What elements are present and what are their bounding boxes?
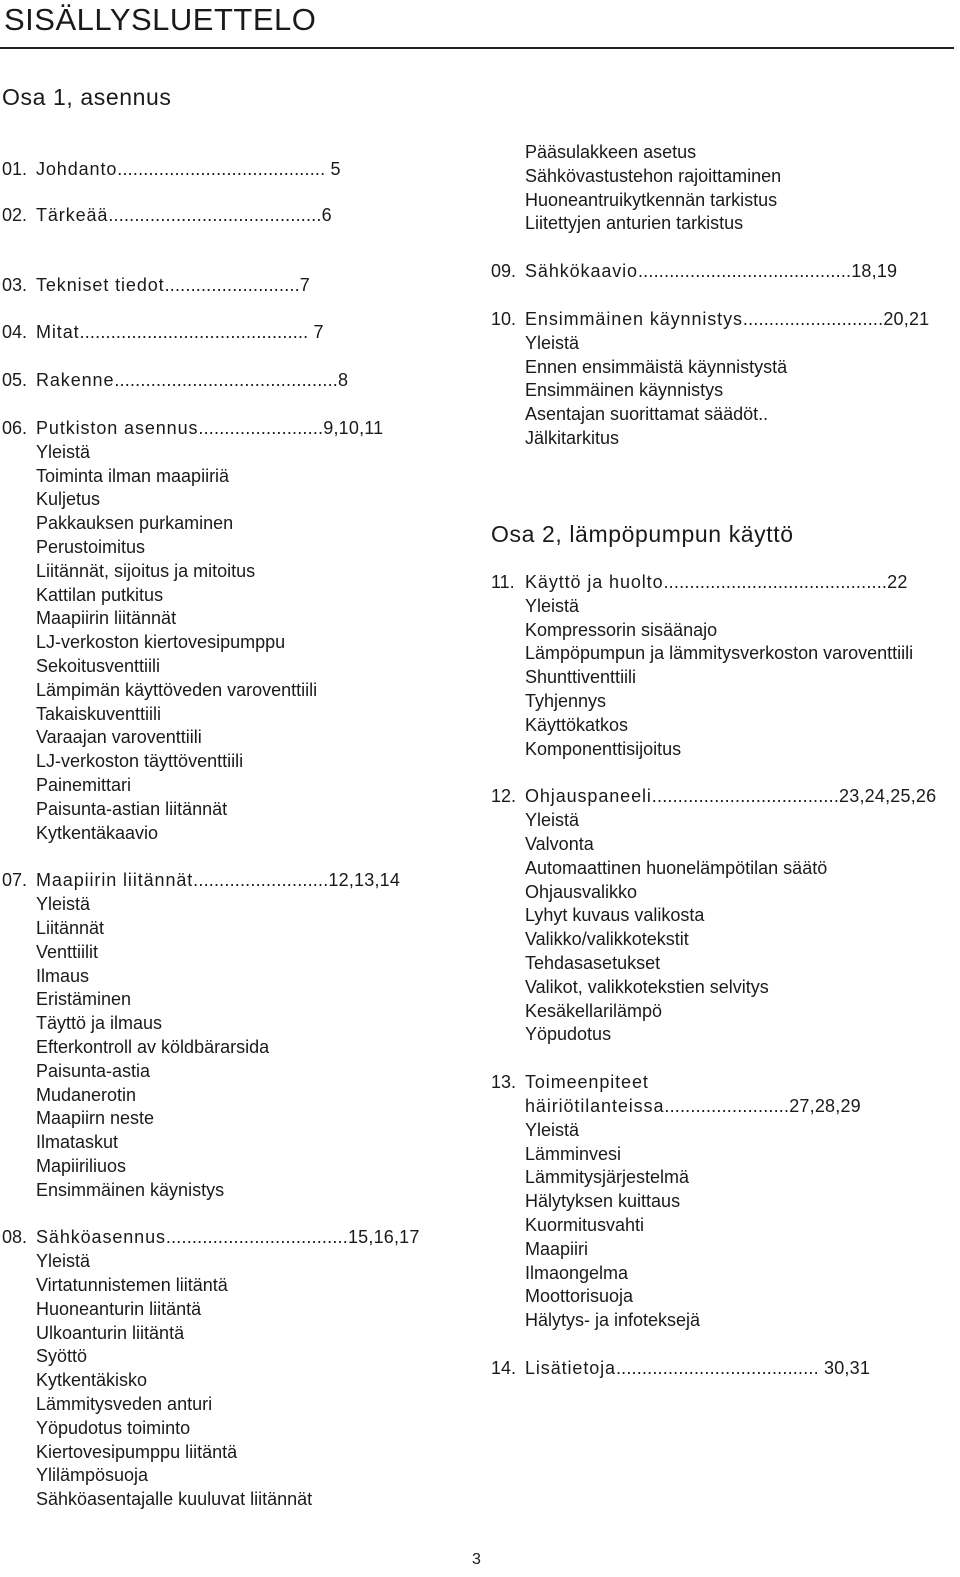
toc-subentry[interactable]: Lyhyt kuvaus valikosta	[525, 905, 705, 926]
entry-pages: ........................27,28,29	[664, 1095, 861, 1116]
toc-subentry[interactable]: Lämminvesi	[525, 1143, 622, 1164]
toc-subentry[interactable]: Lämmitysjärjestelmä	[525, 1167, 690, 1188]
toc-entry-14[interactable]	[491, 1357, 941, 1381]
toc-entry-11[interactable]	[491, 571, 941, 595]
entry-title: Käyttö ja huolto	[525, 572, 664, 592]
toc-subentry[interactable]: Syöttö	[36, 1346, 88, 1367]
toc-subentry[interactable]: Valvonta	[525, 833, 594, 854]
entry-title: Toimeenpiteet	[525, 1072, 649, 1093]
toc-subentry[interactable]: Ensimmäinen käynistys	[36, 1179, 225, 1200]
toc-entry-13-continued[interactable]	[491, 1095, 941, 1119]
entry-number: 14.	[491, 1357, 517, 1378]
toc-subentry[interactable]: Ohjausvalikko	[525, 881, 638, 902]
toc-subentry[interactable]: Kytkentäkaavio	[36, 822, 159, 843]
toc-sublist-10	[491, 332, 941, 451]
toc-subentry[interactable]: Lämpimän käyttöveden varoventtiili	[36, 679, 318, 700]
toc-sublist-06	[2, 441, 442, 846]
entry-number: 04.	[2, 322, 28, 343]
entry-title: Rakenne	[36, 370, 115, 391]
entry-pages: ....................................... 30,31	[615, 1357, 871, 1378]
toc-subentry[interactable]: Eristäminen	[36, 989, 132, 1010]
toc-subentry[interactable]: Perustoimitus	[36, 536, 146, 557]
toc-subentry[interactable]: Ennen ensimmäistä käynnistystä	[525, 356, 788, 377]
toc-subentry[interactable]: Yleistä	[36, 894, 91, 915]
entry-title: Lisätietoja	[525, 1357, 616, 1378]
entry-number: 08.	[2, 1227, 28, 1248]
toc-subentry[interactable]: Maapiirin liitännät	[36, 608, 177, 629]
toc-entry-02[interactable]	[2, 204, 442, 228]
entry-number: 05.	[2, 370, 28, 391]
entry-pages: ..........................12,13,14	[193, 870, 401, 891]
entry-title: Ohjauspaneeli	[525, 786, 652, 807]
toc-subentry[interactable]: Tehdasasetukset	[525, 952, 661, 973]
entry-pages: ............................................ 7	[79, 322, 324, 343]
toc-subentry[interactable]: Ulkoanturin liitäntä	[36, 1322, 185, 1343]
entry-title: Sähkökaavio	[525, 261, 638, 282]
entry-title: Sähköasennus	[36, 1227, 166, 1248]
toc-entry-13[interactable]	[491, 1071, 941, 1095]
toc-subentry[interactable]: Tyhjennys	[525, 690, 607, 711]
entry-pages: ...........................................8	[114, 370, 349, 391]
toc-subentry[interactable]: Yleistä	[525, 810, 580, 831]
toc-subentry[interactable]: Ensimmäinen käynnistys	[525, 380, 724, 401]
toc-subentry[interactable]: Maapiirn neste	[36, 1108, 155, 1129]
toc-subentry[interactable]: Kuormitusvahti	[525, 1214, 645, 1235]
toc-subentry[interactable]: Kesäkellarilämpö	[525, 1000, 663, 1021]
toc-subentry[interactable]: Ilmataskut	[36, 1132, 119, 1153]
entry-pages: ........................9,10,11	[198, 417, 384, 438]
entry-number: 13.	[491, 1072, 517, 1093]
toc-subentry[interactable]: Efterkontroll av köldbärarsida	[36, 1036, 270, 1057]
toc-subentry[interactable]: Asentajan suorittamat säädöt..	[525, 404, 769, 425]
toc-right-column	[491, 141, 941, 451]
entry-number: 06.	[2, 417, 28, 438]
toc-subentry[interactable]: Huoneanturin liitäntä	[36, 1298, 202, 1319]
toc-entry-01[interactable]	[2, 158, 442, 182]
toc-entry-08[interactable]	[2, 1226, 442, 1250]
toc-entry-07[interactable]	[2, 869, 442, 893]
entry-title: Johdanto	[36, 159, 118, 179]
toc-subentry[interactable]: Valikot, valikkotekstien selvitys	[525, 976, 769, 997]
toc-subentry[interactable]: Mapiiriliuos	[36, 1155, 127, 1176]
page-number: 3	[472, 1551, 481, 1568]
toc-subentry[interactable]: Huoneantruikytkennän tarkistus	[525, 189, 778, 210]
entry-pages: ....................................23,24,25,26	[651, 786, 937, 807]
toc-subentry[interactable]: LJ-verkoston täyttöventtiili	[36, 751, 244, 772]
toc-sublist-07	[2, 893, 442, 1202]
entry-title: Tekniset tiedot	[36, 274, 165, 295]
entry-title: Maapiirin liitännät	[36, 870, 194, 891]
toc-subentry[interactable]: Käyttökatkos	[525, 714, 629, 735]
toc-subentry[interactable]: Lämmitysveden anturi	[36, 1394, 213, 1415]
toc-subentry[interactable]: Liitettyjen anturien tarkistus	[525, 213, 744, 234]
entry-pages: ...........................................22	[663, 572, 908, 592]
toc-subentry[interactable]: Takaiskuventtiili	[36, 703, 162, 724]
toc-subentry[interactable]: Virtatunnistemen liitäntä	[36, 1275, 228, 1296]
toc-subentry[interactable]: Paisunta-astian liitännät	[36, 798, 228, 819]
toc-entry-06[interactable]	[2, 417, 442, 441]
toc-subentry[interactable]: Liitännät, sijoitus ja mitoitus	[36, 560, 256, 581]
entry-title: Putkiston asennus	[36, 417, 199, 438]
toc-subentry[interactable]: Shunttiventtiili	[525, 667, 637, 688]
toc-subentry[interactable]: Täyttö ja ilmaus	[36, 1013, 163, 1034]
entry-pages: ...........................20,21	[742, 308, 930, 329]
toc-entry-12[interactable]	[491, 785, 941, 809]
toc-subentry[interactable]: Pakkauksen purkaminen	[36, 513, 234, 534]
entry-pages: .........................................18,19	[637, 261, 898, 282]
toc-left-column	[2, 158, 442, 1512]
toc-subentry[interactable]: Mudanerotin	[36, 1084, 137, 1105]
entry-number: 11.	[491, 572, 515, 592]
toc-subentry[interactable]: Varaajan varoventtiili	[36, 727, 202, 748]
toc-subentry[interactable]: Yleistä	[36, 441, 91, 462]
entry-pages: ...................................15,16,17	[165, 1227, 420, 1248]
toc-subentry[interactable]: Liitännät	[36, 917, 105, 938]
entry-number: 12.	[491, 786, 517, 807]
entry-title: Mitat	[36, 322, 80, 343]
toc-subentry[interactable]: Yleistä	[525, 595, 580, 616]
toc-entry-05[interactable]	[2, 369, 442, 393]
toc-subentry[interactable]: Yöpudotus toiminto	[36, 1417, 191, 1438]
toc-entry-09[interactable]	[491, 260, 941, 284]
toc-subentry[interactable]: Hälytys- ja infoteksejä	[525, 1310, 701, 1331]
toc-entry-10[interactable]	[491, 308, 941, 332]
toc-subentry[interactable]: Sähkövastustehon rajoittaminen	[525, 165, 782, 186]
toc-subentry[interactable]: Yleistä	[525, 332, 580, 353]
toc-subentry[interactable]: Yöpudotus	[525, 1024, 612, 1045]
toc-subentry[interactable]: Lämpöpumpun ja lämmitysverkoston varoventtiili	[525, 643, 914, 664]
entry-number: 10.	[491, 308, 517, 329]
entry-number: 02.	[2, 204, 28, 225]
entry-title: häiriötilanteissa	[525, 1095, 665, 1116]
entry-number: 09.	[491, 261, 517, 282]
toc-subentry[interactable]: Sekoitusventtiili	[36, 655, 161, 676]
toc-subentry[interactable]: Toiminta ilman maapiiriä	[36, 465, 230, 486]
toc-subentry[interactable]: Moottorisuoja	[525, 1286, 634, 1307]
toc-subentry[interactable]: Komponenttisijoitus	[525, 738, 682, 759]
toc-sublist-13	[491, 1119, 941, 1333]
entry-pages: .........................................6	[108, 204, 332, 225]
toc-sublist-08	[2, 1250, 442, 1512]
entry-number: 07.	[2, 870, 28, 891]
entry-number: 01.	[2, 159, 28, 179]
page-title: SISÄLLYSLUETTELO	[4, 2, 317, 37]
toc-subentry[interactable]: LJ-verkoston kiertovesipumppu	[36, 632, 286, 653]
toc-subentry[interactable]: Venttiilit	[36, 941, 99, 962]
toc-subentry[interactable]: Valikko/valikkotekstit	[525, 929, 689, 950]
toc-subentry[interactable]: Kiertovesipumppu liitäntä	[36, 1441, 238, 1462]
toc-subentry[interactable]: Kuljetus	[36, 489, 101, 510]
toc-subentry[interactable]: Pääsulakkeen asetus	[525, 142, 697, 162]
toc-subentry[interactable]: Jälkitarkitus	[525, 427, 620, 448]
toc-entry-03[interactable]	[2, 274, 442, 298]
toc-subentry[interactable]: Kattilan putkitus	[36, 584, 164, 605]
toc-subentry[interactable]: Kompressorin sisäänajo	[525, 619, 718, 640]
toc-subentry[interactable]: Ylilämpösuoja	[36, 1465, 149, 1486]
title-divider	[0, 47, 954, 49]
toc-subentry[interactable]: Ilmaus	[36, 965, 90, 986]
toc-subentry[interactable]: Yleistä	[525, 1119, 580, 1140]
toc-sublist-11	[491, 595, 941, 762]
toc-subentry[interactable]: Yleistä	[36, 1251, 91, 1272]
toc-right-column-part-2	[491, 571, 941, 1381]
entry-number: 03.	[2, 274, 28, 295]
part-2-heading: Osa 2, lämpöpumpun käyttö	[491, 521, 794, 547]
toc-subentry[interactable]: Ilmaongelma	[525, 1262, 629, 1283]
entry-title: Tärkeää	[36, 204, 109, 225]
toc-sublist-08-continued	[491, 141, 941, 236]
toc-subentry[interactable]: Sähköasentajalle kuuluvat liitännät	[36, 1489, 313, 1510]
entry-pages: ..........................7	[164, 274, 311, 295]
toc-subentry[interactable]: Maapiiri	[525, 1238, 589, 1259]
toc-subentry[interactable]: Kytkentäkisko	[36, 1370, 148, 1391]
toc-subentry[interactable]: Automaattinen huonelämpötilan säätö	[525, 857, 828, 878]
toc-entry-04[interactable]	[2, 321, 442, 345]
toc-subentry[interactable]: Painemittari	[36, 774, 132, 795]
entry-pages: ........................................ 5	[117, 159, 341, 179]
toc-subentry[interactable]: Hälytyksen kuittaus	[525, 1191, 681, 1212]
entry-title: Ensimmäinen käynnistys	[525, 308, 743, 329]
part-1-heading: Osa 1, asennus	[2, 84, 172, 110]
toc-subentry[interactable]: Paisunta-astia	[36, 1060, 151, 1081]
toc-sublist-12	[491, 809, 941, 1047]
